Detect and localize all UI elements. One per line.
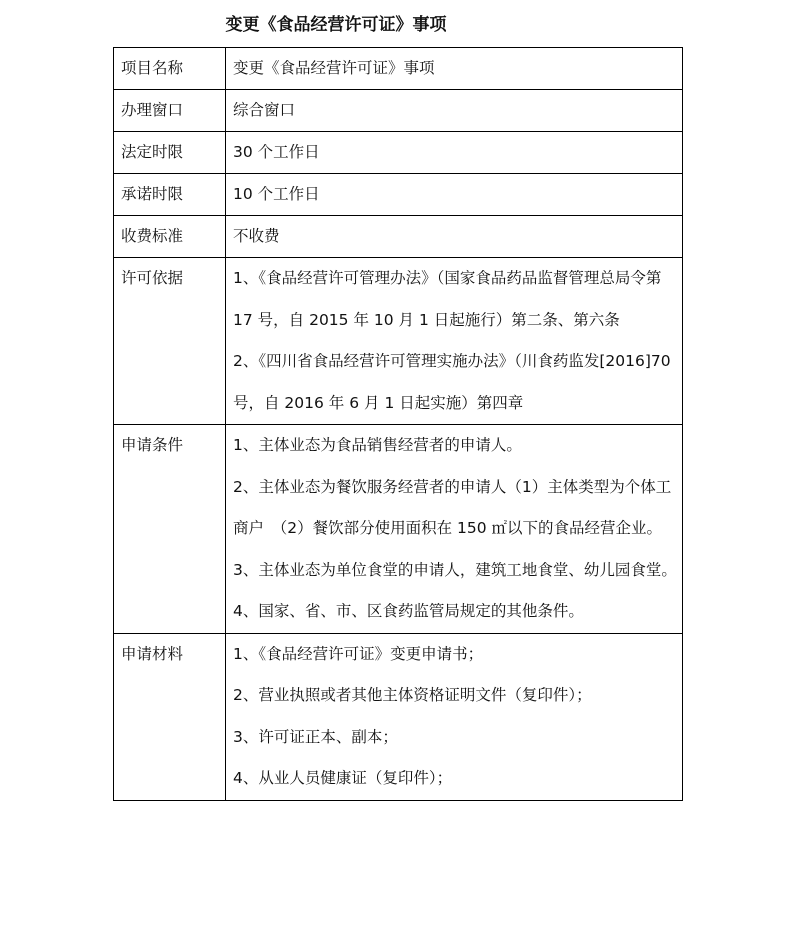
basis-item: 2、《四川省食品经营许可管理实施办法》（川食药监发[2016]70 号，自 2016 年 6 月 1 日起实施）第四章 bbox=[233, 352, 671, 412]
table-row bbox=[114, 174, 683, 216]
info-table bbox=[113, 47, 683, 801]
row-value-conditions bbox=[226, 425, 683, 634]
table-row bbox=[114, 258, 683, 425]
table-row bbox=[114, 132, 683, 174]
row-label-conditions: 申请条件 bbox=[114, 425, 226, 634]
document-title: 变更《食品经营许可证》事项 bbox=[225, 15, 447, 35]
condition-item: 4、国家、省、市、区食药监管局规定的其他条件。 bbox=[233, 602, 584, 620]
row-value-basis bbox=[226, 258, 683, 425]
table-row bbox=[114, 425, 683, 634]
material-item: 2、营业执照或者其他主体资格证明文件（复印件）； bbox=[233, 686, 592, 704]
row-value-window: 综合窗口 bbox=[226, 90, 683, 132]
material-item: 3、许可证正本、副本； bbox=[233, 727, 398, 746]
condition-item: 1、主体业态为食品销售经营者的申请人。 bbox=[233, 436, 522, 454]
table-row bbox=[114, 216, 683, 258]
row-value-legal-time: 30 个工作日 bbox=[226, 132, 683, 174]
material-item: 4、从业人员健康证（复印件）； bbox=[233, 769, 453, 787]
table-row bbox=[114, 48, 683, 90]
row-label-materials: 申请材料 bbox=[114, 633, 226, 800]
row-label-project-name: 项目名称 bbox=[114, 48, 226, 90]
row-value-project-name: 变更《食品经营许可证》事项 bbox=[226, 48, 683, 90]
row-label-basis: 许可依据 bbox=[114, 258, 226, 425]
table-row bbox=[114, 633, 683, 800]
basis-item: 1、《食品经营许可管理办法》（国家食品药品监督管理总局令第 17 号，自 2015 年 10 月 1 日起施行）第二条、第六条 bbox=[233, 269, 662, 329]
condition-item: 2、主体业态为餐饮服务经营者的申请人（1）主体类型为个体工商户 （2）餐饮部分使用面积在 150 ㎡以下的食品经营企业。 bbox=[233, 477, 672, 537]
row-label-fee: 收费标准 bbox=[114, 216, 226, 258]
table-row bbox=[114, 90, 683, 132]
row-label-legal-time: 法定时限 bbox=[114, 132, 226, 174]
row-label-promised-time: 承诺时限 bbox=[114, 174, 226, 216]
material-item: 1、《食品经营许可证》变更申请书； bbox=[233, 644, 484, 663]
row-value-materials bbox=[226, 633, 683, 800]
row-value-promised-time: 10 个工作日 bbox=[226, 174, 683, 216]
row-label-window: 办理窗口 bbox=[114, 90, 226, 132]
condition-item: 3、主体业态为单位食堂的申请人，建筑工地食堂、幼儿园食堂。 bbox=[233, 560, 677, 579]
row-value-fee: 不收费 bbox=[226, 216, 683, 258]
